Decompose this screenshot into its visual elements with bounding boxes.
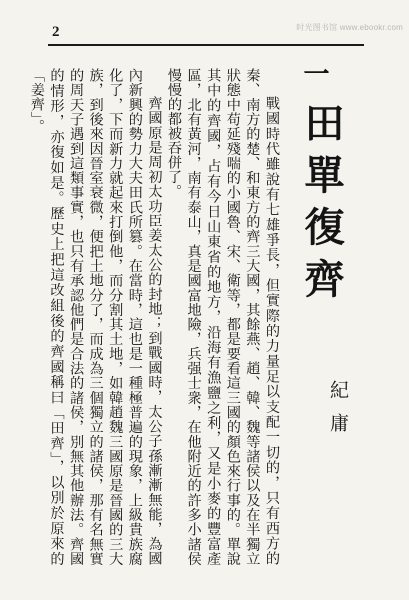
author-name: 紀庸 xyxy=(327,380,349,446)
paragraph: 齊國原是周初太功臣姜太公的封地；到戰國時，太公子孫漸漸無能，為國內新興的勢力大夫田氏所篡。在當時，這也是一種極普遍的現象，上級貴族腐化了，下而新力就起來打倒他，而分割其土地，如韓趙魏三國原是晉國的三大族，到後來因晉室衰微，便把土地分了，而成為三個獨立的諸侯，那有名無實的周天子遇到這類事實，也只有承認他們是合法的諸侯，別無其他辦法。齊國的情形，亦復如是。歷史上把這改組後的齊國稱曰「田齊」，以別於原來的「姜齊」。 xyxy=(28,68,163,566)
watermark: 时光图书馆 www.ebookr.com xyxy=(296,23,403,32)
page-number: 2 xyxy=(52,24,60,40)
chapter-number: 一 xyxy=(299,60,329,86)
paragraph: 戰國時代雖說有七雄爭長，但實際的力量足以支配一切的，只有西方的秦、南方的楚、和東方的齊三大國，其餘燕、趙、韓、魏等諸侯以及在半獨立狀態中苟延殘喘的小國魯、宋、衛等，都是要看這三國的顏色來行事的。單說其中的齊國，占有今日山東省的地方，沿海有漁鹽之利，又是小麥的豐富產區，北有黃河，南有泰山，真是國富地險，兵强士衆，在他附近的許多小諸侯慢慢的都被吞併了。 xyxy=(166,68,280,566)
body-text xyxy=(26,68,281,566)
chapter-title: 田單復齊 xyxy=(298,102,345,310)
header-rule xyxy=(48,44,364,46)
